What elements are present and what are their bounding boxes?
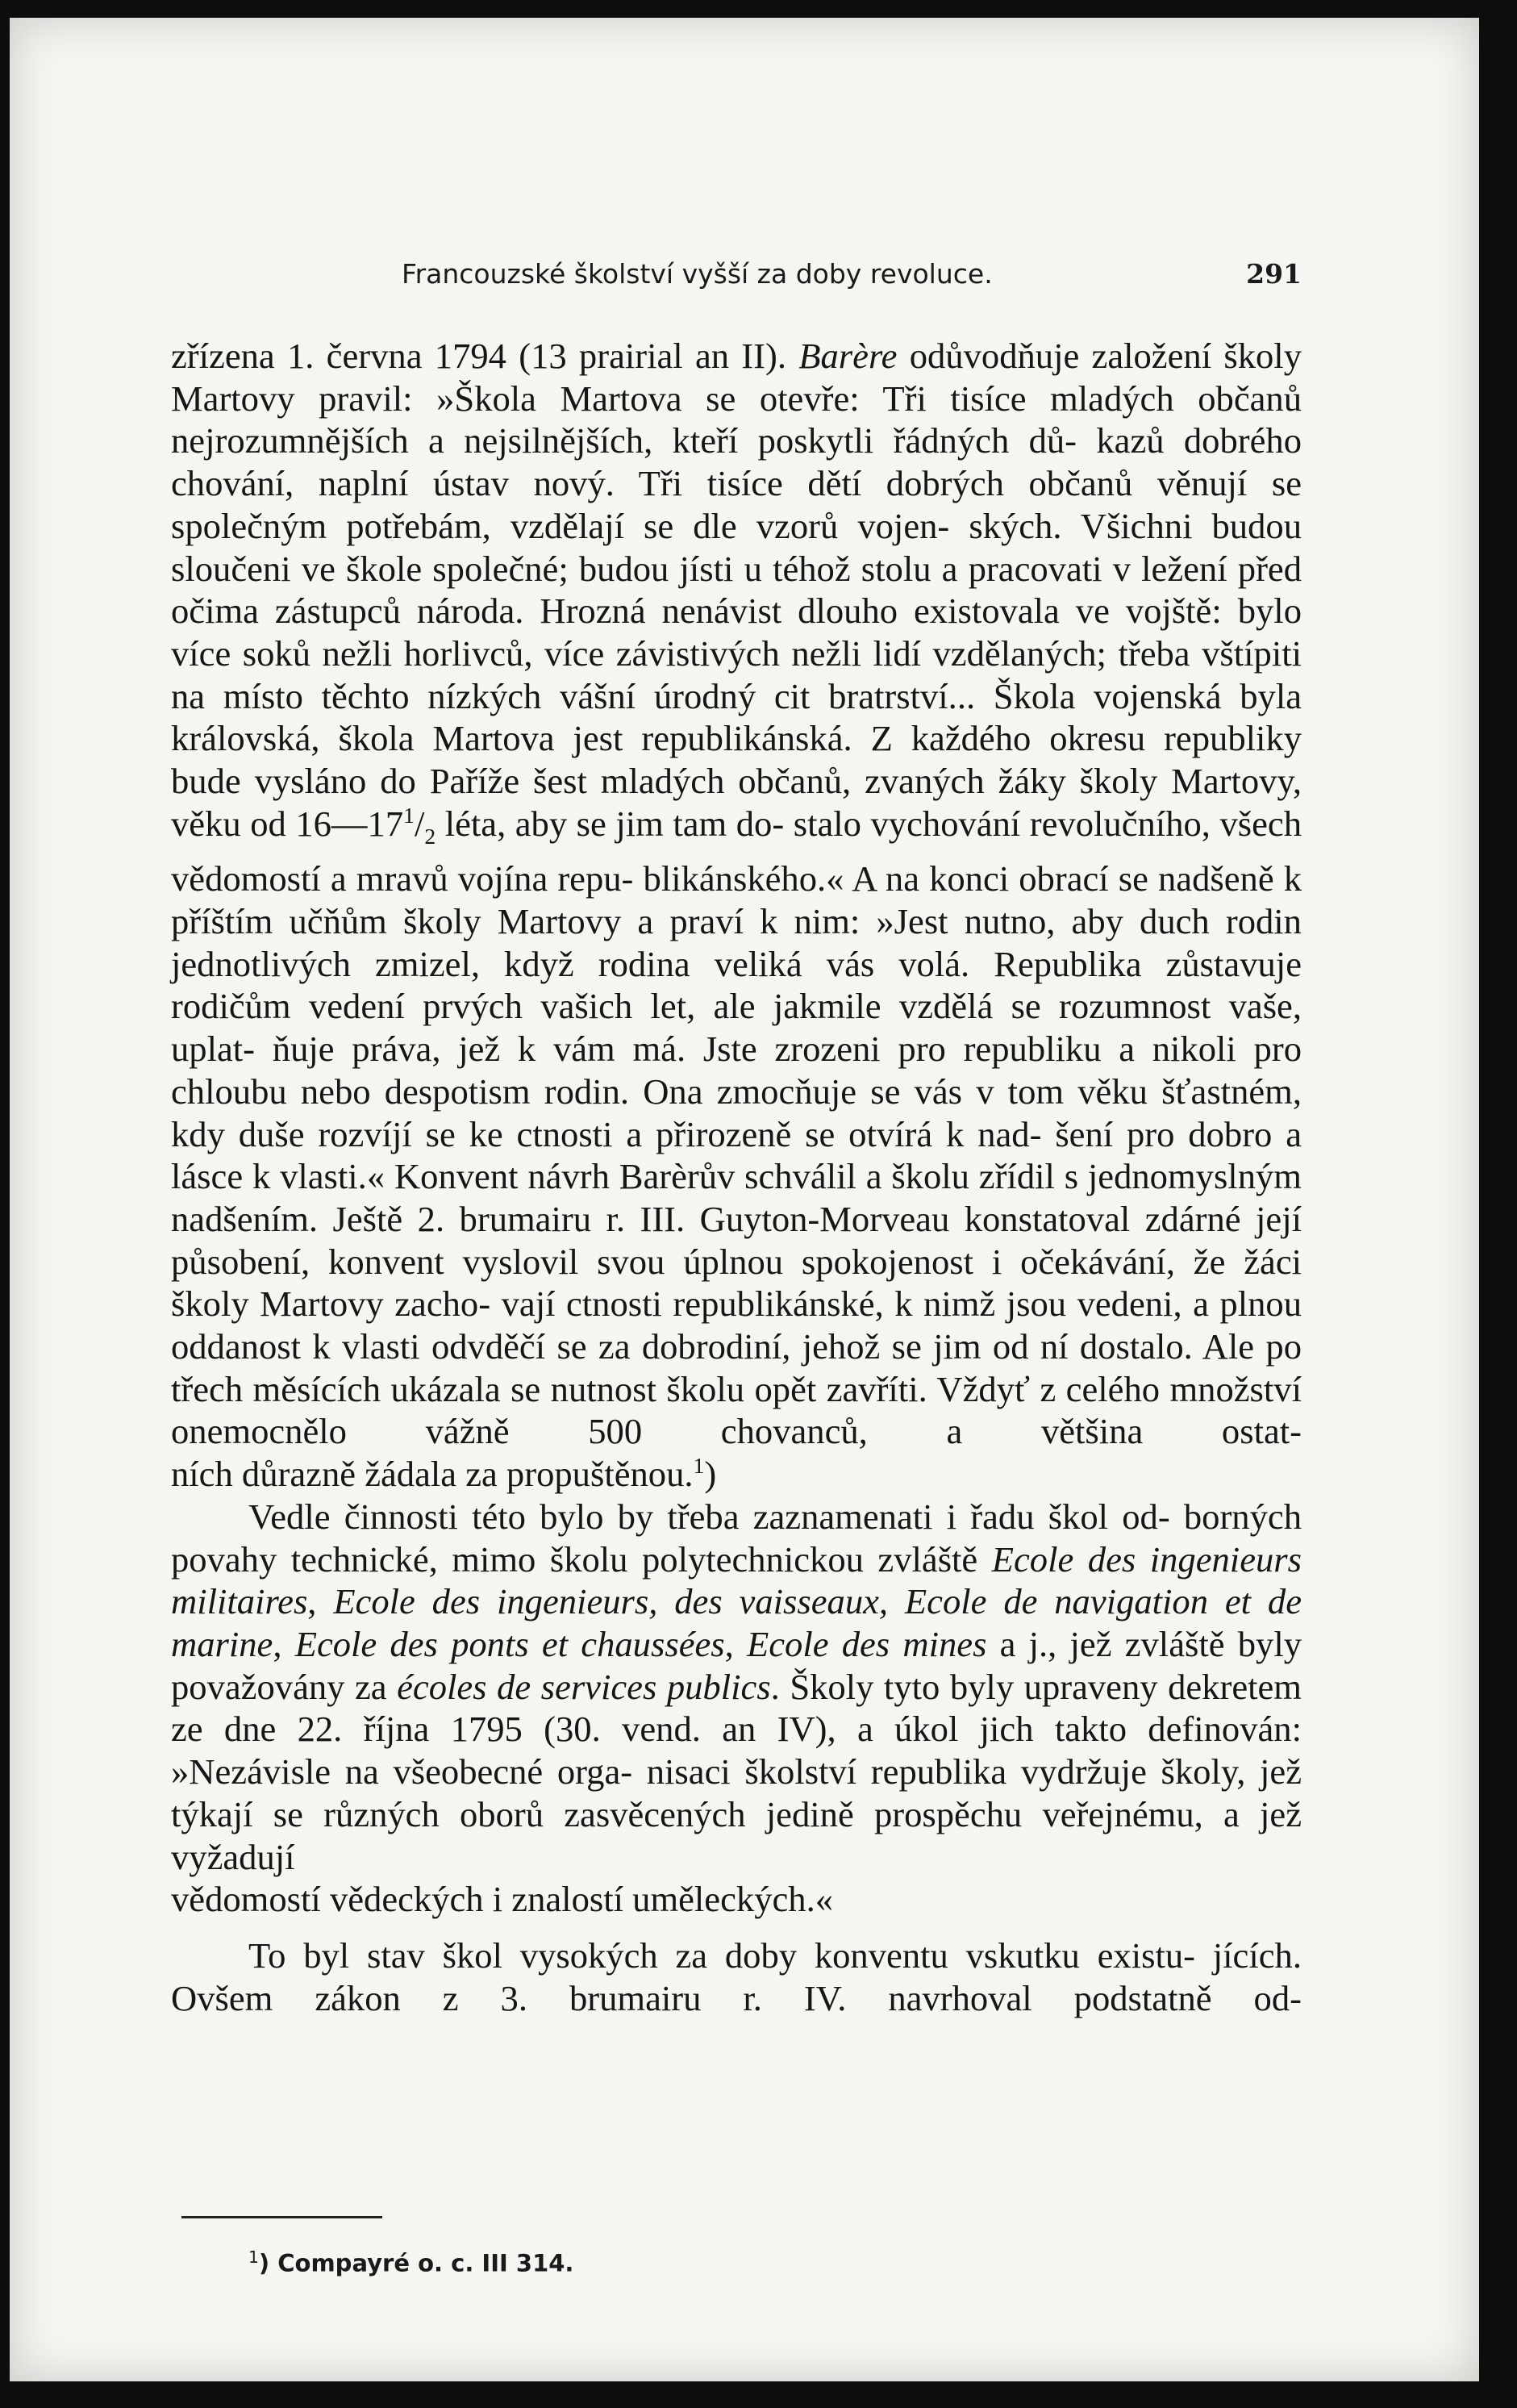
- text-line: blikánského.« A na konci obrací se nadšeně k příštím učňům školy: [171, 858, 1302, 942]
- text-line: žáky školy Martovy, věku od $16—17^1/_2$ léta, aby se jim tam do-: [171, 761, 1302, 849]
- text-line: nisaci školství republika vydržuje školy, jež týkají se různých: [171, 1751, 1302, 1834]
- text-line: kazů dobrého chování, naplní ústav nový. Tři tisíce dětí dobrých: [171, 420, 1302, 504]
- text-line: školy Martovy pravil: »Škola Martova se otevře: Tři tisíce mladých: [171, 336, 1302, 419]
- text-line: u téhož stolu a pracovati v ležení před očima zástupců národa.: [171, 548, 1302, 632]
- text-line: vají ctnosti republikánské, k nimž jsou vedeni, a plnou oddanost: [171, 1283, 1302, 1367]
- paragraph-last-line: [171, 1878, 1302, 1921]
- paragraph-last-line: [171, 1453, 1302, 1496]
- text-line: občanů věnují se společným potřebám, vzdělají se dle vzorů vojen-: [171, 463, 1302, 546]
- text-line: jících. Ovšem zákon z 3. brumairu r. IV. navrhoval podstatně od-: [171, 1934, 1302, 2018]
- text-line: vedení prvých vašich let, ale jakmile vzdělá se rozumnost vaše, uplat-: [171, 986, 1302, 1070]
- running-title: Francouzské školství vyšší za doby revoluce.: [402, 258, 993, 290]
- text-line: z celého množství onemocnělo vážně 500 chovanců, a většina ostat-: [171, 1368, 1302, 1452]
- footnote-text: ) Compayré o. c. III 314.: [258, 2249, 574, 2277]
- text-line: oborů zasvěcených jedině prospěchu veřejnému, a jež vyžadují: [171, 1793, 1302, 1877]
- text-line: zmizel, když rodina veliká vás volá. Republika zůstavuje rodičům: [171, 943, 1302, 1027]
- text-line: vědomostí vědeckých i znalostí uměleckých.«: [171, 1879, 834, 1920]
- text-line: ních důrazně žádala za propuštěnou.$^1$): [171, 1453, 717, 1495]
- text-line: an IV), a úkol jich takto definován: »Nezávisle na všeobecné orga-: [171, 1709, 1302, 1792]
- text-line: po třech měsících ukázala se nutnost školu opět zavříti. Vždyť: [171, 1326, 1302, 1409]
- paragraph: [171, 1934, 1302, 2019]
- text-line: svou úplnou spokojenost i očekávání, že žáci školy Martovy zacho-: [171, 1241, 1302, 1325]
- text-line: de navigation et de marine, Ecole des ponts et chaussées, Ecole des: [171, 1581, 1302, 1664]
- footnote-divider: [181, 2216, 382, 2218]
- text-line: občanů nejrozumnějších a nejsilnějších, kteří poskytli řádných dů-: [171, 378, 1302, 461]
- text-line: stalo vychování revolučního, všech vědomostí a mravů vojína repu-: [171, 803, 1302, 899]
- footnote-marker: 1: [248, 2247, 259, 2267]
- text-line: borných povahy technické, mimo školu polytechnickou zvláště Ecole: [171, 1496, 1302, 1580]
- text-line: zřízena 1. června 1794 (13 prairial an II). Barère odůvodňuje založení: [171, 336, 1212, 376]
- text-line: Martovy a praví k nim: »Jest nutno, aby duch rodin jednotlivých: [171, 901, 1302, 984]
- paragraph: [171, 1496, 1302, 1878]
- footnote: [248, 2247, 573, 2277]
- text-line: des ingenieurs militaires, Ecole des ingenieurs, des vaisseaux, Ecole: [171, 1538, 1302, 1622]
- text-line: a školu zřídil s jednomyslným nadšením. Ještě 2. brumairu r. III.: [171, 1156, 1302, 1239]
- text-line: chloubu nebo despotism rodin. Ona zmocňuje se vás v tom věku: [171, 1070, 1148, 1112]
- text-line: Guyton-Morveau konstatoval zdárné její působení, konvent vyslovil: [171, 1198, 1302, 1282]
- text-line: těchto nízkých vášní úrodný cit bratrství... Škola vojenská byla: [321, 675, 1302, 716]
- text-line: Školy tyto byly upraveny dekretem ze dne 22. října 1795 (30. vend.: [171, 1666, 1302, 1750]
- text-line: šení pro dobro a lásce k vlasti.« Konvent návrh Barèrův schválil: [171, 1113, 1302, 1197]
- text-line: republiky bude vysláno do Paříže šest mladých občanů, zvaných: [171, 718, 1302, 802]
- text-line: královská, škola Martova jest republikánská. Z každého okresu: [171, 718, 1146, 759]
- text-line: k vlasti odvděčí se za dobrodiní, jehož se jim od ní dostalo. Ale: [312, 1326, 1255, 1367]
- text-line: To byl stav škol vysokých za doby konventu vskutku existu-: [248, 1934, 1195, 1976]
- text-line: šťastném, kdy duše rozvíjí se ke ctnosti a přirozeně se otvírá k nad-: [171, 1070, 1302, 1154]
- paragraph: [171, 335, 1302, 1453]
- text-line: ských. Všichni budou sloučeni ve škole společné; budou jísti: [171, 505, 1302, 589]
- text-line: horlivců, více závistivých nežli lidí vzdělaných; třeba vštípiti na místo: [171, 632, 1302, 716]
- text-line: Vedle činnosti této bylo by třeba zaznamenati i řadu škol od-: [248, 1496, 1170, 1537]
- text-line: ňuje práva, jež k vám má. Jste zrozeni pro republiku a nikoli pro: [272, 1029, 1302, 1070]
- book-page: [10, 18, 1479, 2381]
- page-number: 291: [1246, 258, 1302, 290]
- body-text: [171, 335, 1302, 2019]
- text-line: mines a j., jež zvláště byly považovány za écoles de services publics.: [171, 1624, 1302, 1707]
- text-line: Hrozná nenávist dlouho existovala ve vojště: bylo více soků nežli: [171, 591, 1302, 674]
